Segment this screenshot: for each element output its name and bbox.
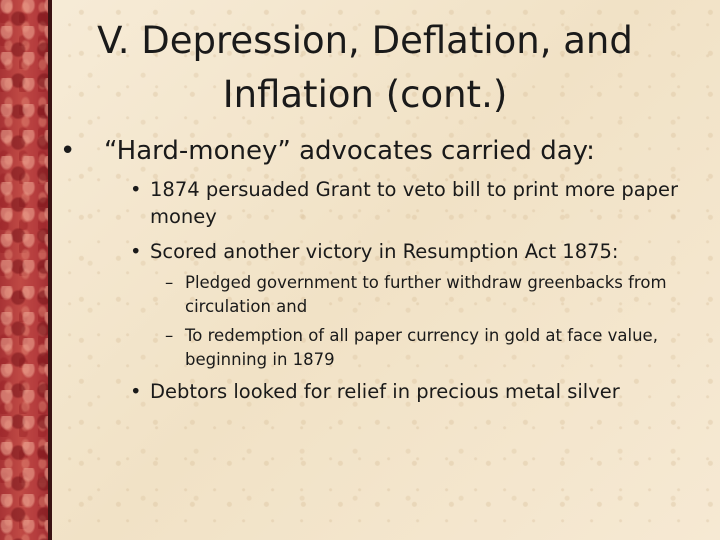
bullet-text: “Hard-money” advocates carried day: <box>104 136 595 166</box>
bullet-text: 1874 persuaded Grant to veto bill to print more paper money <box>150 178 679 228</box>
subbullet-withdraw-greenbacks <box>165 271 685 319</box>
bullet-marker: • <box>60 136 76 166</box>
bullet-hard-money <box>60 133 595 169</box>
bullet-text: To redemption of all paper currency in gold at face value, beginning in 1879 <box>185 326 658 369</box>
title-line-2: Inflation (cont.) <box>222 73 508 116</box>
slide-title <box>60 14 670 122</box>
bullet-marker: • <box>130 380 142 403</box>
bullet-text: Scored another victory in Resumption Act 1875: <box>150 240 619 263</box>
bullet-resumption-act <box>130 238 715 265</box>
dash-marker: – <box>165 326 174 345</box>
decorative-border <box>0 0 52 540</box>
title-line-1: V. Depression, Deflation, and <box>97 19 633 62</box>
bullet-marker: • <box>130 240 142 263</box>
bullet-debtors-silver <box>130 378 715 405</box>
subbullet-redemption-gold <box>165 324 685 372</box>
bullet-text: Debtors looked for relief in precious metal silver <box>150 380 620 403</box>
bullet-grant-veto <box>130 176 715 230</box>
bullet-text: Pledged government to further withdraw greenbacks from circulation and <box>185 273 667 316</box>
bullet-marker: • <box>130 178 142 201</box>
dash-marker: – <box>165 273 174 292</box>
